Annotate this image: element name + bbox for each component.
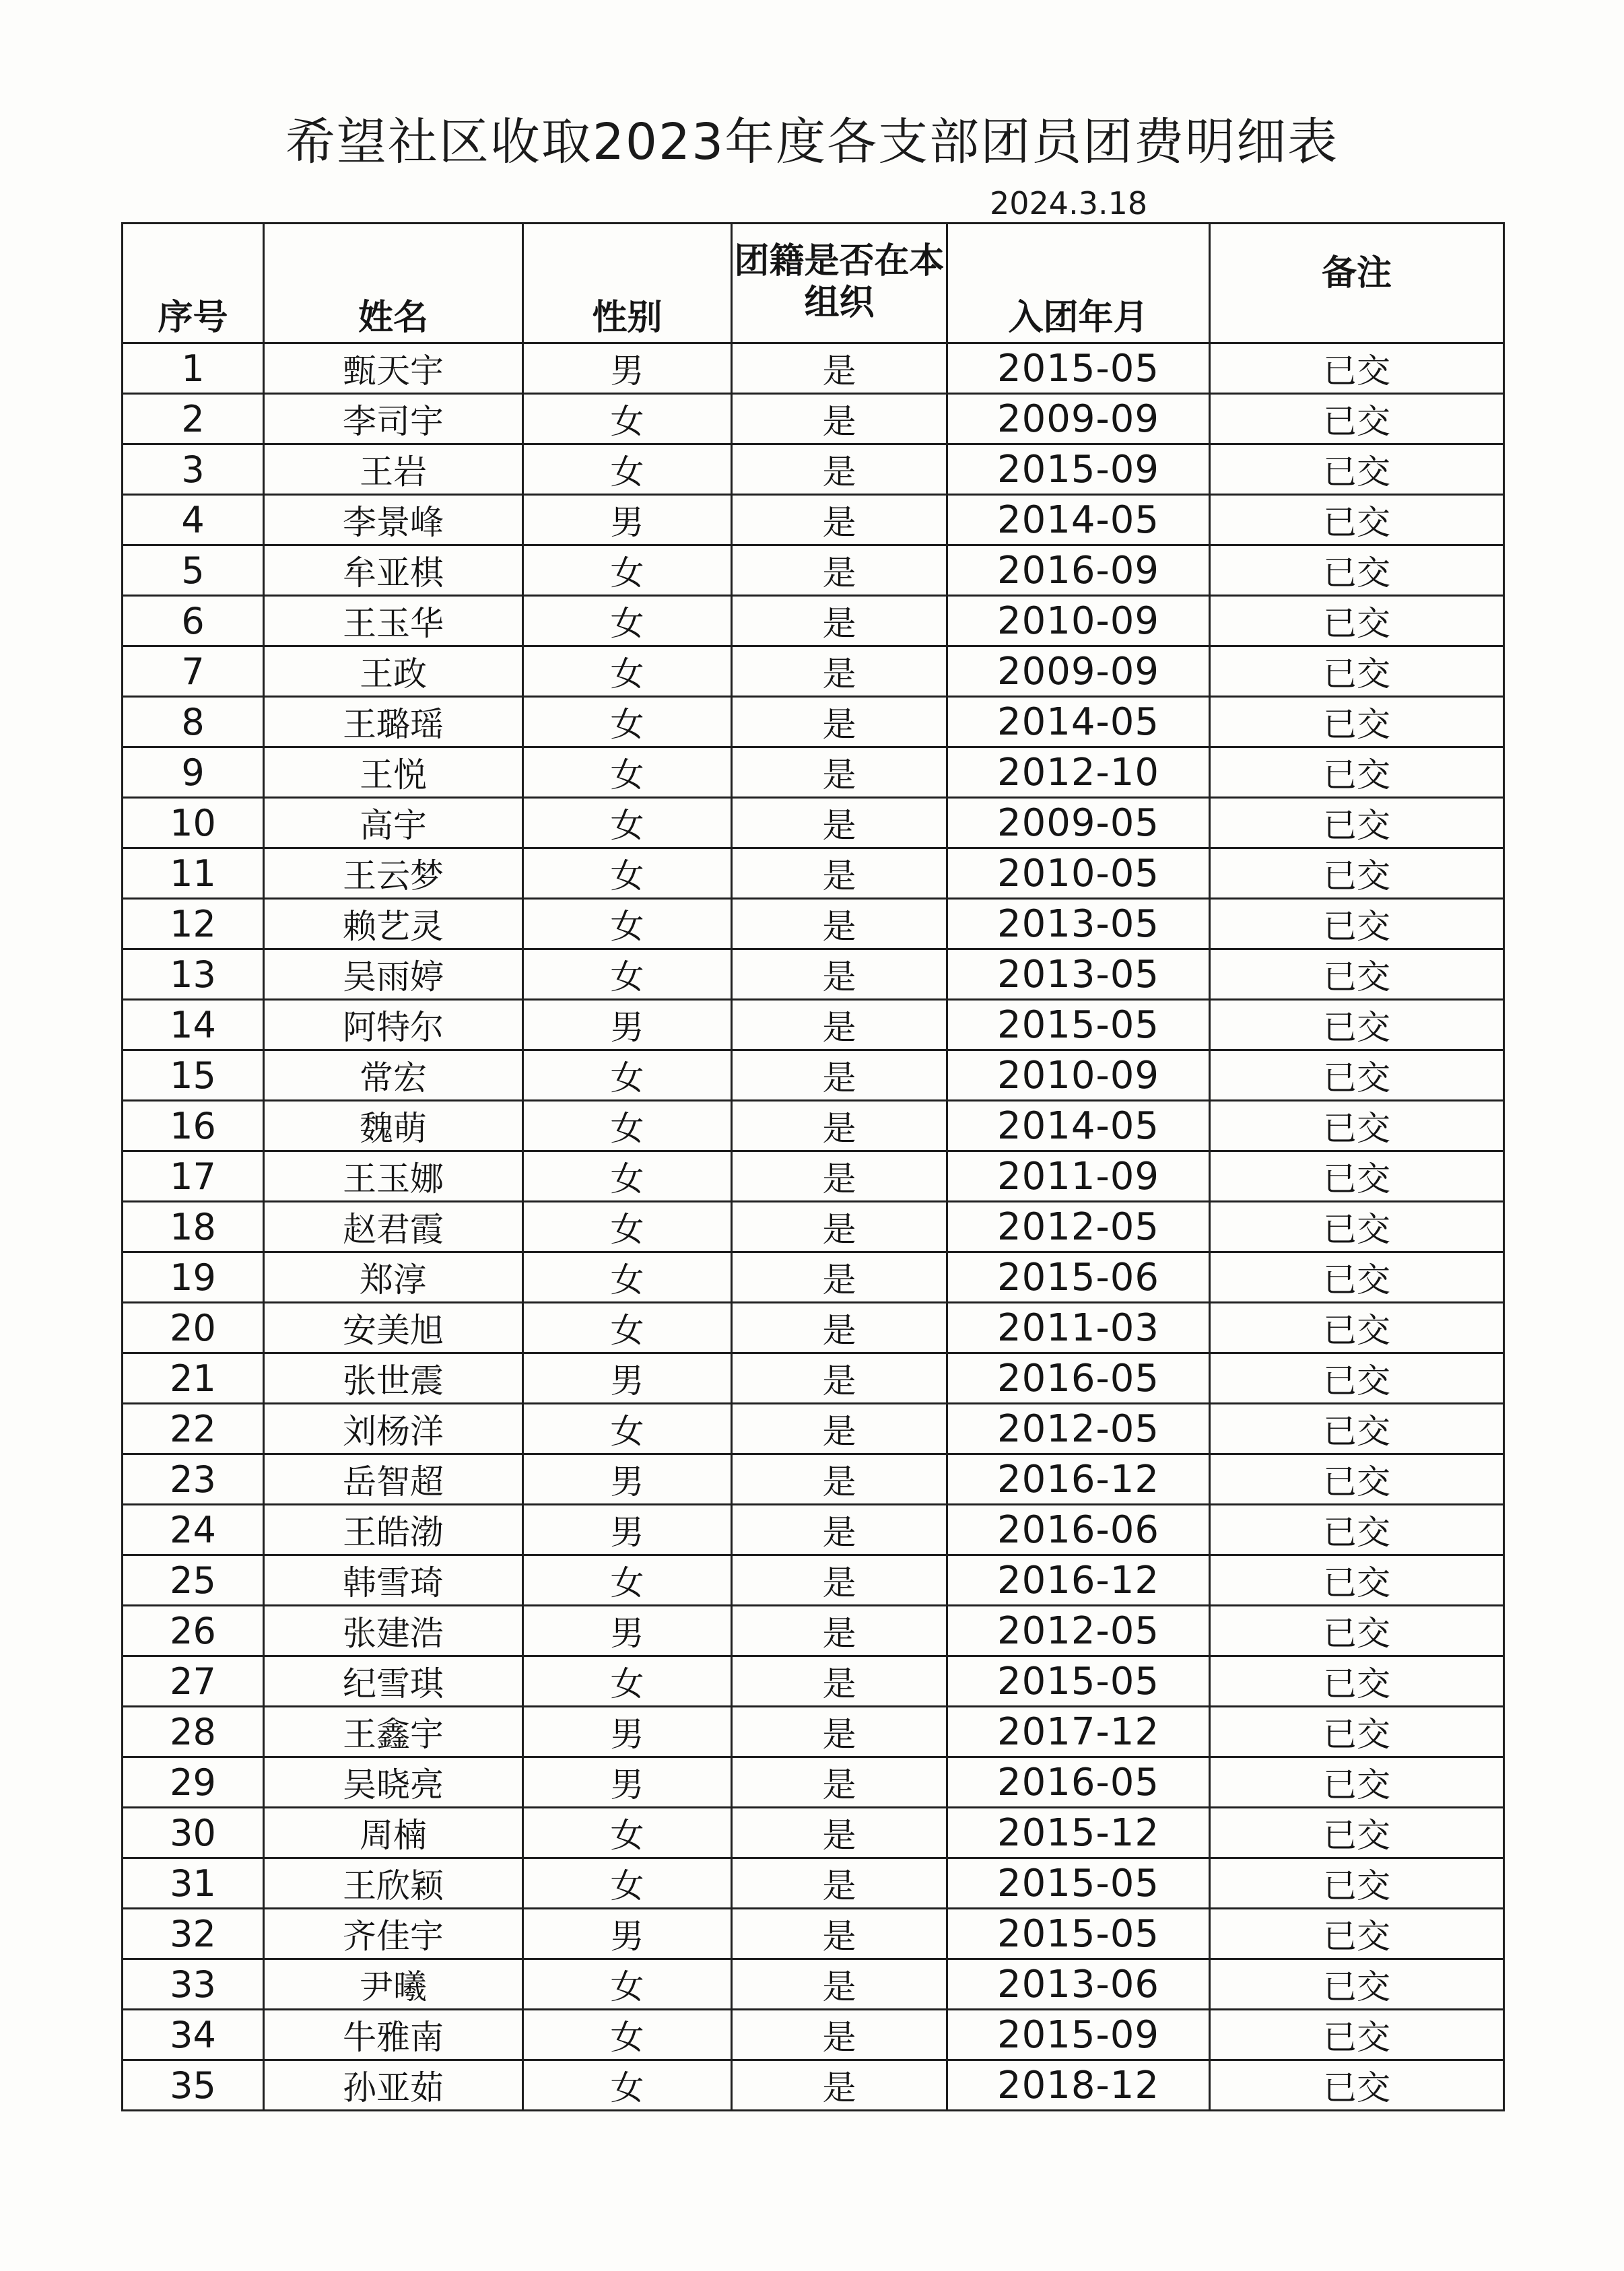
cell-name: 齐佳宇 [264, 1909, 523, 1959]
table-row [123, 1505, 1504, 1555]
header-gender: 性别 [523, 224, 732, 343]
cell-name: 牟亚棋 [264, 545, 523, 596]
cell-remark: 已交 [1210, 596, 1504, 646]
header-name: 姓名 [264, 224, 523, 343]
table-row [123, 1858, 1504, 1909]
cell-gender: 男 [523, 1353, 732, 1404]
cell-in-org: 是 [732, 1353, 947, 1404]
cell-in-org: 是 [732, 1757, 947, 1808]
cell-in-org: 是 [732, 1606, 947, 1656]
cell-remark: 已交 [1210, 394, 1504, 444]
cell-name: 李司宇 [264, 394, 523, 444]
cell-seq: 24 [123, 1505, 264, 1555]
cell-gender: 女 [523, 1252, 732, 1303]
table-row [123, 697, 1504, 747]
cell-remark: 已交 [1210, 1757, 1504, 1808]
table-row [123, 747, 1504, 798]
cell-remark: 已交 [1210, 2010, 1504, 2060]
cell-name: 王欣颖 [264, 1858, 523, 1909]
cell-in-org: 是 [732, 1151, 947, 1202]
cell-name: 孙亚茹 [264, 2060, 523, 2111]
cell-seq: 2 [123, 394, 264, 444]
cell-join-date: 2013-06 [947, 1959, 1210, 2010]
cell-join-date: 2012-05 [947, 1404, 1210, 1454]
table-row [123, 1909, 1504, 1959]
cell-join-date: 2016-05 [947, 1757, 1210, 1808]
cell-gender: 女 [523, 747, 732, 798]
table-row [123, 1050, 1504, 1101]
cell-seq: 21 [123, 1353, 264, 1404]
cell-name: 阿特尔 [264, 1000, 523, 1050]
cell-join-date: 2015-06 [947, 1252, 1210, 1303]
cell-seq: 3 [123, 444, 264, 495]
cell-name: 刘杨洋 [264, 1404, 523, 1454]
cell-name: 吴晓亮 [264, 1757, 523, 1808]
cell-seq: 19 [123, 1252, 264, 1303]
table-row [123, 899, 1504, 949]
cell-seq: 8 [123, 697, 264, 747]
table-row [123, 798, 1504, 848]
cell-join-date: 2013-05 [947, 949, 1210, 1000]
cell-join-date: 2015-05 [947, 343, 1210, 394]
cell-seq: 33 [123, 1959, 264, 2010]
cell-name: 郑淳 [264, 1252, 523, 1303]
cell-seq: 29 [123, 1757, 264, 1808]
cell-join-date: 2013-05 [947, 899, 1210, 949]
cell-seq: 1 [123, 343, 264, 394]
table-row [123, 545, 1504, 596]
table-row [123, 343, 1504, 394]
cell-join-date: 2014-05 [947, 1101, 1210, 1151]
cell-seq: 9 [123, 747, 264, 798]
cell-gender: 女 [523, 848, 732, 899]
cell-join-date: 2009-09 [947, 394, 1210, 444]
cell-gender: 男 [523, 1505, 732, 1555]
cell-remark: 已交 [1210, 798, 1504, 848]
table-row [123, 1353, 1504, 1404]
cell-in-org: 是 [732, 747, 947, 798]
cell-remark: 已交 [1210, 1353, 1504, 1404]
cell-seq: 4 [123, 495, 264, 545]
cell-gender: 女 [523, 2060, 732, 2111]
cell-in-org: 是 [732, 1303, 947, 1353]
cell-gender: 男 [523, 1757, 732, 1808]
cell-gender: 女 [523, 1050, 732, 1101]
cell-name: 周楠 [264, 1808, 523, 1858]
cell-in-org: 是 [732, 545, 947, 596]
cell-seq: 18 [123, 1202, 264, 1252]
cell-name: 尹曦 [264, 1959, 523, 2010]
cell-remark: 已交 [1210, 1202, 1504, 1252]
cell-name: 甄天宇 [264, 343, 523, 394]
cell-seq: 11 [123, 848, 264, 899]
cell-remark: 已交 [1210, 747, 1504, 798]
cell-seq: 10 [123, 798, 264, 848]
cell-gender: 男 [523, 495, 732, 545]
dues-table [121, 222, 1505, 2111]
cell-in-org: 是 [732, 495, 947, 545]
table-row [123, 2060, 1504, 2111]
table-header [123, 224, 1504, 343]
cell-remark: 已交 [1210, 848, 1504, 899]
table-row [123, 1707, 1504, 1757]
cell-join-date: 2015-12 [947, 1808, 1210, 1858]
table-row [123, 949, 1504, 1000]
cell-seq: 14 [123, 1000, 264, 1050]
cell-gender: 女 [523, 1303, 732, 1353]
table-row [123, 444, 1504, 495]
cell-join-date: 2016-05 [947, 1353, 1210, 1404]
cell-name: 岳智超 [264, 1454, 523, 1505]
cell-seq: 32 [123, 1909, 264, 1959]
cell-gender: 男 [523, 1909, 732, 1959]
cell-join-date: 2012-05 [947, 1202, 1210, 1252]
table-row [123, 394, 1504, 444]
cell-seq: 22 [123, 1404, 264, 1454]
cell-in-org: 是 [732, 1858, 947, 1909]
cell-gender: 男 [523, 1454, 732, 1505]
cell-remark: 已交 [1210, 1656, 1504, 1707]
cell-in-org: 是 [732, 1959, 947, 2010]
cell-name: 韩雪琦 [264, 1555, 523, 1606]
cell-remark: 已交 [1210, 899, 1504, 949]
cell-join-date: 2014-05 [947, 495, 1210, 545]
cell-in-org: 是 [732, 343, 947, 394]
cell-in-org: 是 [732, 949, 947, 1000]
header-row [123, 224, 1504, 343]
table-row [123, 1656, 1504, 1707]
cell-remark: 已交 [1210, 1505, 1504, 1555]
cell-join-date: 2010-05 [947, 848, 1210, 899]
cell-seq: 27 [123, 1656, 264, 1707]
cell-join-date: 2010-09 [947, 1050, 1210, 1101]
cell-remark: 已交 [1210, 1707, 1504, 1757]
cell-remark: 已交 [1210, 1252, 1504, 1303]
cell-in-org: 是 [732, 1656, 947, 1707]
cell-in-org: 是 [732, 697, 947, 747]
cell-seq: 23 [123, 1454, 264, 1505]
cell-name: 王云梦 [264, 848, 523, 899]
cell-in-org: 是 [732, 646, 947, 697]
cell-in-org: 是 [732, 1505, 947, 1555]
cell-in-org: 是 [732, 1050, 947, 1101]
cell-remark: 已交 [1210, 949, 1504, 1000]
cell-in-org: 是 [732, 1252, 947, 1303]
cell-join-date: 2015-05 [947, 1656, 1210, 1707]
cell-name: 王岩 [264, 444, 523, 495]
cell-gender: 女 [523, 1404, 732, 1454]
cell-remark: 已交 [1210, 1000, 1504, 1050]
cell-name: 魏萌 [264, 1101, 523, 1151]
cell-seq: 28 [123, 1707, 264, 1757]
table-row [123, 495, 1504, 545]
cell-remark: 已交 [1210, 1959, 1504, 2010]
cell-in-org: 是 [732, 2010, 947, 2060]
cell-in-org: 是 [732, 596, 947, 646]
cell-remark: 已交 [1210, 1606, 1504, 1656]
document-date: 2024.3.18 [990, 185, 1148, 222]
cell-seq: 15 [123, 1050, 264, 1101]
cell-seq: 30 [123, 1808, 264, 1858]
cell-join-date: 2015-05 [947, 1000, 1210, 1050]
cell-gender: 男 [523, 1707, 732, 1757]
cell-remark: 已交 [1210, 545, 1504, 596]
cell-seq: 35 [123, 2060, 264, 2111]
table-row [123, 2010, 1504, 2060]
cell-gender: 女 [523, 394, 732, 444]
cell-remark: 已交 [1210, 1303, 1504, 1353]
cell-name: 张建浩 [264, 1606, 523, 1656]
cell-remark: 已交 [1210, 343, 1504, 394]
cell-in-org: 是 [732, 848, 947, 899]
header-seq: 序号 [123, 224, 264, 343]
cell-gender: 女 [523, 798, 732, 848]
cell-join-date: 2016-12 [947, 1555, 1210, 1606]
cell-gender: 男 [523, 1000, 732, 1050]
cell-name: 王玉华 [264, 596, 523, 646]
cell-join-date: 2010-09 [947, 596, 1210, 646]
table-row [123, 1151, 1504, 1202]
cell-seq: 7 [123, 646, 264, 697]
cell-gender: 女 [523, 1858, 732, 1909]
cell-seq: 31 [123, 1858, 264, 1909]
cell-in-org: 是 [732, 394, 947, 444]
cell-join-date: 2012-10 [947, 747, 1210, 798]
cell-gender: 女 [523, 2010, 732, 2060]
table-row [123, 848, 1504, 899]
table-row [123, 596, 1504, 646]
cell-in-org: 是 [732, 1808, 947, 1858]
cell-in-org: 是 [732, 1000, 947, 1050]
header-join-date: 入团年月 [947, 224, 1210, 343]
cell-gender: 女 [523, 646, 732, 697]
cell-gender: 女 [523, 1101, 732, 1151]
cell-gender: 男 [523, 1606, 732, 1656]
cell-name: 王鑫宇 [264, 1707, 523, 1757]
document-title: 希望社区收取2023年度各支部团员团费明细表 [285, 113, 1339, 171]
cell-seq: 25 [123, 1555, 264, 1606]
cell-name: 赵君霞 [264, 1202, 523, 1252]
cell-join-date: 2011-03 [947, 1303, 1210, 1353]
cell-remark: 已交 [1210, 1909, 1504, 1959]
cell-name: 赖艺灵 [264, 899, 523, 949]
cell-name: 王悦 [264, 747, 523, 798]
table-body [123, 343, 1504, 2111]
cell-remark: 已交 [1210, 1555, 1504, 1606]
cell-in-org: 是 [732, 1202, 947, 1252]
cell-name: 张世震 [264, 1353, 523, 1404]
cell-remark: 已交 [1210, 1404, 1504, 1454]
cell-join-date: 2015-09 [947, 444, 1210, 495]
cell-gender: 女 [523, 949, 732, 1000]
cell-name: 王璐瑶 [264, 697, 523, 747]
cell-remark: 已交 [1210, 1151, 1504, 1202]
table-row [123, 1454, 1504, 1505]
cell-gender: 女 [523, 1656, 732, 1707]
cell-in-org: 是 [732, 1404, 947, 1454]
cell-seq: 16 [123, 1101, 264, 1151]
table-row [123, 1404, 1504, 1454]
cell-gender: 女 [523, 1959, 732, 2010]
cell-seq: 13 [123, 949, 264, 1000]
cell-join-date: 2016-09 [947, 545, 1210, 596]
cell-remark: 已交 [1210, 697, 1504, 747]
cell-in-org: 是 [732, 444, 947, 495]
table-row [123, 1757, 1504, 1808]
cell-in-org: 是 [732, 1909, 947, 1959]
table-row [123, 646, 1504, 697]
table-row [123, 1808, 1504, 1858]
header-in-org: 团籍是否在本组织 [732, 224, 947, 343]
cell-seq: 34 [123, 2010, 264, 2060]
cell-in-org: 是 [732, 798, 947, 848]
cell-name: 纪雪琪 [264, 1656, 523, 1707]
table-row [123, 1606, 1504, 1656]
cell-join-date: 2009-09 [947, 646, 1210, 697]
cell-gender: 女 [523, 545, 732, 596]
cell-join-date: 2012-05 [947, 1606, 1210, 1656]
cell-name: 常宏 [264, 1050, 523, 1101]
header-remark: 备注 [1210, 224, 1504, 343]
cell-seq: 26 [123, 1606, 264, 1656]
cell-remark: 已交 [1210, 1858, 1504, 1909]
cell-in-org: 是 [732, 2060, 947, 2111]
table-row [123, 1959, 1504, 2010]
cell-join-date: 2015-09 [947, 2010, 1210, 2060]
cell-in-org: 是 [732, 899, 947, 949]
cell-name: 安美旭 [264, 1303, 523, 1353]
cell-seq: 17 [123, 1151, 264, 1202]
cell-name: 李景峰 [264, 495, 523, 545]
cell-seq: 6 [123, 596, 264, 646]
cell-gender: 女 [523, 1808, 732, 1858]
cell-gender: 女 [523, 596, 732, 646]
table-row [123, 1202, 1504, 1252]
cell-remark: 已交 [1210, 1050, 1504, 1101]
cell-in-org: 是 [732, 1707, 947, 1757]
table-row [123, 1000, 1504, 1050]
cell-gender: 女 [523, 444, 732, 495]
cell-gender: 女 [523, 1202, 732, 1252]
cell-gender: 女 [523, 1151, 732, 1202]
cell-join-date: 2015-05 [947, 1909, 1210, 1959]
cell-seq: 5 [123, 545, 264, 596]
cell-gender: 女 [523, 697, 732, 747]
cell-join-date: 2017-12 [947, 1707, 1210, 1757]
cell-name: 王政 [264, 646, 523, 697]
cell-remark: 已交 [1210, 495, 1504, 545]
cell-in-org: 是 [732, 1454, 947, 1505]
cell-gender: 女 [523, 1555, 732, 1606]
cell-gender: 男 [523, 343, 732, 394]
cell-name: 牛雅南 [264, 2010, 523, 2060]
cell-in-org: 是 [732, 1555, 947, 1606]
cell-join-date: 2018-12 [947, 2060, 1210, 2111]
cell-join-date: 2016-12 [947, 1454, 1210, 1505]
cell-join-date: 2015-05 [947, 1858, 1210, 1909]
cell-remark: 已交 [1210, 1808, 1504, 1858]
cell-join-date: 2009-05 [947, 798, 1210, 848]
cell-seq: 12 [123, 899, 264, 949]
cell-remark: 已交 [1210, 2060, 1504, 2111]
cell-gender: 女 [523, 899, 732, 949]
cell-name: 高宇 [264, 798, 523, 848]
cell-join-date: 2014-05 [947, 697, 1210, 747]
cell-remark: 已交 [1210, 444, 1504, 495]
table-row [123, 1303, 1504, 1353]
cell-name: 王玉娜 [264, 1151, 523, 1202]
cell-name: 王皓渤 [264, 1505, 523, 1555]
cell-join-date: 2016-06 [947, 1505, 1210, 1555]
cell-join-date: 2011-09 [947, 1151, 1210, 1202]
cell-remark: 已交 [1210, 646, 1504, 697]
cell-remark: 已交 [1210, 1101, 1504, 1151]
cell-remark: 已交 [1210, 1454, 1504, 1505]
table-row [123, 1252, 1504, 1303]
cell-in-org: 是 [732, 1101, 947, 1151]
table-row [123, 1101, 1504, 1151]
table-row [123, 1555, 1504, 1606]
cell-name: 吴雨婷 [264, 949, 523, 1000]
cell-seq: 20 [123, 1303, 264, 1353]
